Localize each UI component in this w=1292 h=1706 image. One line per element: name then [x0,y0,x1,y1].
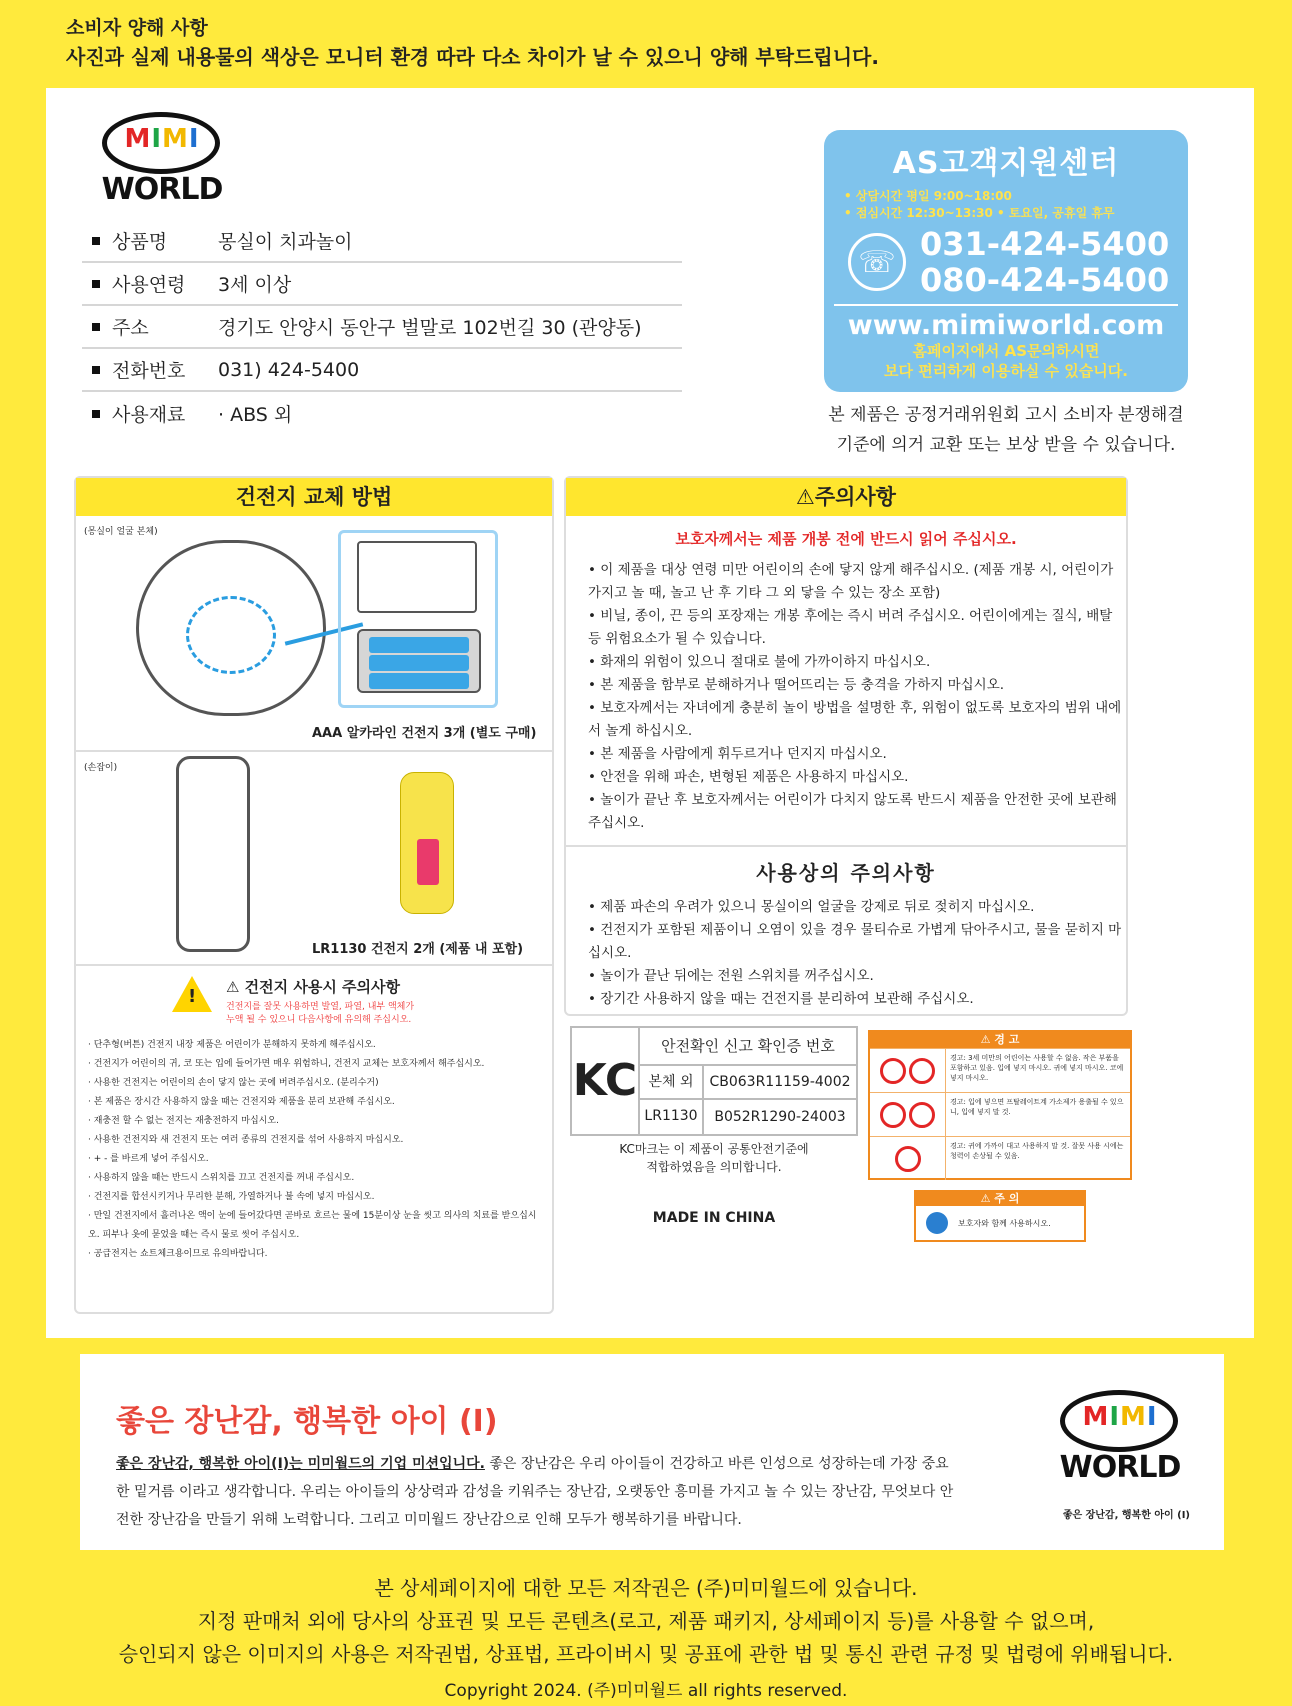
list-item: · 재충전 할 수 없는 전지는 재충전하지 마십시오. [88,1116,279,1126]
list-item: · 사용한 건전지는 어린이의 손이 닿지 않는 곳에 버려주십시오. (분리수거) [88,1078,379,1088]
warning-box-title: ⚠ 경 고 [870,1032,1130,1048]
copyright-line: Copyright 2024. (주)미미월드 all rights reserved. [444,1681,848,1701]
logo-mimi: MIMI [124,124,200,154]
face-label: (몽실이 얼굴 본체) [84,527,158,537]
as-phone [848,226,1188,298]
phone-icon: ☏ [848,233,906,291]
caution-red-note: 보호자께서는 제품 개봉 전에 반드시 읽어 주십시오. [675,530,1017,548]
battery-lid [357,541,477,613]
battery-warning-title: ⚠ 건전지 사용시 주의사항 [226,978,401,996]
toothbrush-illustration [400,772,454,914]
logo-world: WORLD [101,172,223,207]
guardian-icon [926,1212,948,1234]
list-item: · 사용한 건전지와 새 건전지 또는 여러 종류의 건전지를 섞어 사용하지 마십시오. [88,1135,404,1145]
battery-warning-list [88,1036,544,1264]
kc-row: LR1130 B052R1290-24003 [640,1100,856,1134]
list-item: • 안전을 위해 파손, 변형된 제품은 사용하지 마십시오. [588,769,909,785]
kc-header: 안전확인 신고 확인증 번호 [640,1028,856,1066]
as-phone-2[interactable]: 080-424-5400 [920,261,1170,299]
product-info-panel [46,88,1254,1338]
mimiworld-logo-bottom: MIMI WORLD [1056,1390,1184,1490]
list-item: • 비닐, 종이, 끈 등의 포장재는 개봉 후에는 즉시 버려 주십시오. 어린이에게는 질식, 배탈 등 위험요소가 될 수 있습니다. [588,608,1113,647]
list-item: • 제품 파손의 우려가 있으니 몽실이의 얼굴을 강제로 뒤로 젖히지 마십시오. [588,899,1035,915]
info-row-age: 사용연령 3세 이상 [82,263,682,306]
as-sub-2: 보다 편리하게 이용하실 수 있습니다. [884,362,1128,380]
warning-triangle-icon: ! [172,976,212,1012]
brand-title: 좋은 장난감, 행복한 아이 (I) [116,1404,498,1439]
battery-warning-header: ! ⚠ 건전지 사용시 주의사항 건전지를 잘못 사용하면 발열, 파열, 내부 액체가 누액 될 수 있으니 다음사항에 유의해 주십시오. [172,976,414,1027]
caution-box-text: 보호자와 함께 사용하시오. [958,1218,1051,1228]
caution-box [914,1190,1086,1242]
battery-section-title: 건전지 교체 방법 [76,478,552,516]
list-item: • 이 제품을 대상 연령 미만 어린이의 손에 닿지 않게 해주십시오. (제품 개봉 시, 어린이가 가지고 놀 때, 놀고 난 후 기타 그 외 닿을 수 있는 장소 포함) [588,562,1114,601]
warning-box [868,1030,1132,1180]
list-item: · 단추형(버튼) 건전지 내장 제품은 어린이가 분해하지 못하게 해주십시오. [88,1040,376,1050]
info-row-material: 사용재료 · ABS 외 [82,392,682,435]
info-row-address: 주소 경기도 안양시 동안구 벌말로 102번길 30 (관양동) [82,306,682,349]
aaa-caption: AAA 알카라인 건전지 3개 (별도 구매) [312,726,537,741]
kc-certification-table [570,1026,858,1136]
logo-tagline: 좋은 장난감, 행복한 아이 (I) [1062,1510,1190,1521]
brand-paragraph: 좋은 장난감, 행복한 아이(I)는 미미월드의 기업 미션입니다. 좋은 장난감은 우리 아이들이 건강하고 바른 인성으로 성장하는데 가장 중요한 밑거름 이라고 생각합니다. 우리는 아이들의 상상력과 감성을 키워주는 장난감, 오랫동안 흥미를 가지고 놀 수 있는 장난감, 무엇보다 안전한 장난감을 만들기 위해 노력합니다. 그리고 미미월드 장난감으로 인해 모두가 행복하기를 바랍니다. [116,1456,954,1528]
as-title: AS고객지원센터 [892,146,1120,181]
kc-row: 본체 외 CB063R11159-4002 [640,1066,856,1100]
warning-row: 경고: 3세 미만의 어린이는 사용할 수 없음. 작은 부품을 포함하고 있음. 입에 넣지 마시오. 귀에 넣지 마시오. 코에 넣지 마시오. [870,1048,1130,1092]
notice-text: 사진과 실제 내용물의 색상은 모니터 환경 따라 다소 차이가 날 수 있으니 양해 부탁드립니다. [66,45,879,69]
consumer-dispute-note: 본 제품은 공정거래위원회 고시 소비자 분쟁해결 기준에 의거 교환 또는 보상 받을 수 있습니다. [828,405,1184,455]
info-row-phone: 전화번호 031) 424-5400 [82,349,682,392]
caution-list [588,559,1126,835]
list-item: • 놀이가 끝난 후 보호자께서는 어린이가 다치지 않도록 반드시 제품을 안전한 곳에 보관해 주십시오. [588,792,1117,831]
prohibited-icon [880,1102,906,1128]
notice-title: 소비자 양해 사항 [66,17,208,39]
list-item: • 장기간 사용하지 않을 때는 건전지를 분리하여 보관해 주십시오. [588,991,974,1007]
prohibited-icon [909,1058,935,1084]
aaa-cell-icon [369,673,469,689]
list-item: · 건전지를 합선시키거나 무리한 분해, 가열하거나 불 속에 넣지 마십시오. [88,1192,375,1202]
consumer-notice [66,14,1226,72]
mimiworld-logo [98,112,226,212]
brand-mission-box [80,1354,1224,1550]
list-item: • 본 제품을 사람에게 휘두르거나 던지지 마십시오. [588,746,887,762]
caution-box-title: ⚠ 주 의 [916,1192,1084,1206]
list-item: · 본 제품은 장시간 사용하지 않을 때는 건전지와 제품을 분리 보관해 주십시오. [88,1097,395,1107]
battery-tray [357,629,481,693]
list-item: • 보호자께서는 자녀에게 충분히 놀이 방법을 설명한 후, 위험이 없도록 보호자의 범위 내에서 놀게 하십시오. [588,700,1122,739]
list-item: · 만일 건전지에서 흘러나온 액이 눈에 들어갔다면 곧바로 흐르는 물에 15분이상 눈을 씻고 의사의 치료를 받으십시오. 피부나 옷에 묻었을 때는 즉시 물로 씻어 주십시오. [88,1211,537,1240]
caution-title: ⚠주의사항 [566,478,1126,516]
as-website-link[interactable]: www.mimiworld.com [847,310,1165,341]
copyright-notice: 본 상세페이지에 대한 모든 저작권은 (주)미미월드에 있습니다. 지정 판매처 외에 당사의 상표권 및 모든 콘텐츠(로고, 제품 패키지, 상세페이지 등)를 사용할 수 없으며, 승인되지 않은 이미지의 사용은 저작권법, 상표법, 프라이버시 및 공표에 관한 법 및 통신 관련 규정 및 법령에 위배됩니다. [118,1576,1174,1666]
made-in-label: MADE IN CHINA [652,1210,776,1226]
as-sub-1: 홈페이지에서 AS문의하시면 [912,342,1100,360]
battery-replacement-section [74,476,554,1314]
lr1130-caption: LR1130 건전지 2개 (제품 내 포함) [312,942,524,957]
as-support-box [824,130,1188,392]
list-item: • 본 제품을 함부로 분해하거나 떨어뜨리는 등 충격을 가하지 마십시오. [588,677,1005,693]
prohibited-icon [880,1058,906,1084]
list-item: • 놀이가 끝난 뒤에는 전원 스위치를 꺼주십시오. [588,968,874,984]
as-hours: • 상담시간 평일 9:00~18:00 • 점심시간 12:30~13:30 • 토요일, 공휴일 휴무 [844,189,1115,220]
handle-illustration [176,756,250,952]
aaa-cell-icon [369,637,469,653]
product-info-table [82,220,682,435]
prohibited-icon [895,1146,921,1172]
list-item: · 공급전지는 쇼트체크용이므로 유의바랍니다. [88,1249,268,1259]
list-item: · 건전지가 어린이의 귀, 코 또는 입에 들어가면 매우 위험하니, 건전지 교체는 보호자께서 해주십시오. [88,1059,485,1069]
warning-row: 경고: 귀에 가까이 대고 사용하지 말 것. 잘못 사용 시에는 청력이 손상될 수 있음. [870,1136,1130,1180]
warning-row: 경고: 입에 넣으면 프탈레이트계 가소제가 용출될 수 있으니, 입에 넣지 말 것. [870,1092,1130,1136]
list-item: • 화재의 위험이 있으니 절대로 불에 가까이하지 마십시오. [588,654,931,670]
list-item: • 건전지가 포함된 제품이니 오염이 있을 경우 물티슈로 가볍게 닦아주시고, 물을 묻히지 마십시오. [588,922,1122,961]
kc-note: KC마크는 이 제품이 공통안전기준에 적합하였음을 의미합니다. [619,1142,809,1174]
list-item: · + - 를 바르게 넣어 주십시오. [88,1154,209,1164]
info-row-name: 상품명 몽실이 치과놀이 [82,220,682,263]
prohibited-icon [909,1102,935,1128]
caution-section [564,476,1128,1016]
usage-caution-list [588,896,1126,1011]
list-item: · 사용하지 않을 때는 반드시 스위치를 끄고 건전지를 꺼내 주십시오. [88,1173,355,1183]
usage-caution-title: 사용상의 주의사항 [756,861,936,885]
battery-cover-illustration [338,530,498,708]
kc-mark-icon: KC [572,1028,640,1134]
handle-label: (손잡이) [84,763,118,773]
battery-highlight-circle [186,596,276,674]
as-phone-1[interactable]: 031-424-5400 [920,225,1170,263]
aaa-cell-icon [369,655,469,671]
